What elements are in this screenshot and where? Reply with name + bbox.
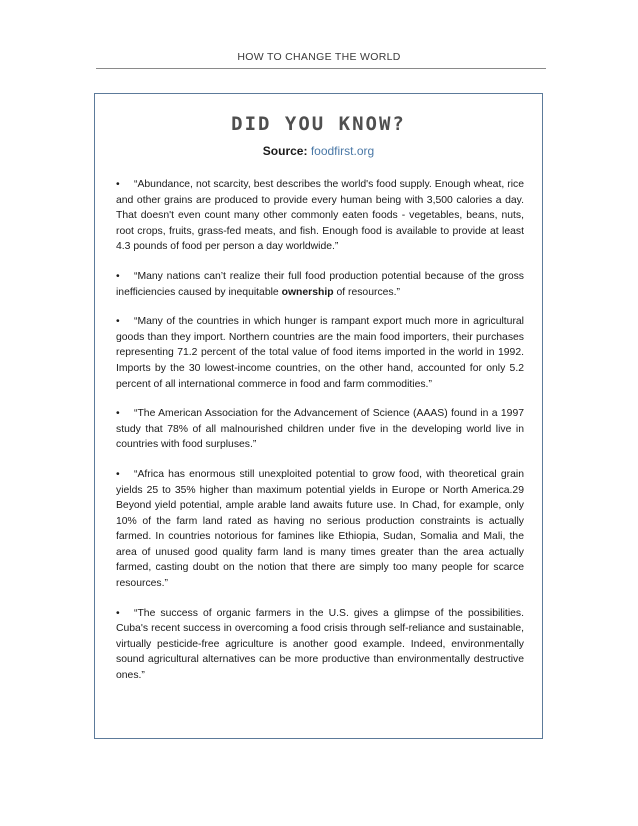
fact-text: “The success of organic farmers in the U.S. gives a glimpse of the possibilities. Cuba's recent success in overcoming a food crisis through self-reliance and sustainable, virtually pesticide-free agriculture is another good example. Indeed, environmentally sound agricultural alternatives can be more productive than environmentally destructive ones.” (116, 607, 524, 682)
header-rule (96, 68, 546, 69)
fact-text: “Many nations can’t realize their full food production potential because of the gross inefficiencies caused by inequitable (116, 270, 524, 298)
bullet-icon: • (116, 179, 120, 190)
bullet-icon: • (116, 408, 120, 420)
fact-item (116, 406, 524, 453)
fact-text: “Abundance, not scarcity, best describes the world's food supply. Enough wheat, rice and other grains are produced to provide every human being with 3,500 calories a day. That doesn't even count many other commonly eaten foods - vegetables, beans, nuts, root crops, fruits, grass-fed meats, and fish. Enough food is available to provide at least 4.3 pounds of food per person a day worldwide.” (116, 179, 524, 253)
source-link[interactable]: foodfirst.org (310, 144, 375, 158)
fact-text: “The American Association for the Advancement of Science (AAAS) found in a 1997 study that 78% of all malnourished children under five in the developing world live in countries with food surpluses.” (116, 408, 524, 451)
fact-text: “Many of the countries in which hunger is rampant export much more in agricultural goods than they import. Northern countries are the main food importers, their purchases representing 71.2 percent of the total value of food items imported in the world in 1992. Imports by the 30 lowest-income countries, on the other hand, accounted for only 5.2 percent of all international commerce in food and farm commodities.” (116, 316, 524, 390)
facts-list (116, 177, 524, 698)
box-title: DID YOU KNOW? (231, 113, 406, 135)
did-you-know-box (94, 93, 543, 739)
source-line (95, 144, 542, 158)
fact-text: “Africa has enormous still unexploited potential to grow food, with theoretical grain yields 25 to 35% higher than maximum potential yields in Europe or North America.29 Beyond yield potential, ample arable land awaits future use. In Chad, for example, only 10% of the farm land rated as having no serious production constraints is actually farmed. In countries notorious for famines like Ethiopia, Sudan, Somalia and Mali, the area of unused good quality farm land is many times greater than the area actually farmed, casting doubt on the notion that there are simply too many people for scarce resources.” (116, 468, 524, 590)
fact-item (116, 314, 524, 392)
bullet-icon: • (116, 270, 120, 282)
fact-emphasis: ownership (281, 286, 334, 298)
fact-item (116, 269, 524, 300)
fact-text: of resources.” (333, 286, 400, 298)
fact-item (116, 467, 524, 592)
source-label: Source: (262, 144, 308, 158)
bullet-icon: • (116, 468, 120, 480)
bullet-icon: • (116, 316, 120, 328)
running-header: HOW TO CHANGE THE WORLD (237, 51, 401, 63)
fact-item (116, 177, 524, 255)
bullet-icon: • (116, 607, 120, 619)
fact-item (116, 606, 524, 684)
